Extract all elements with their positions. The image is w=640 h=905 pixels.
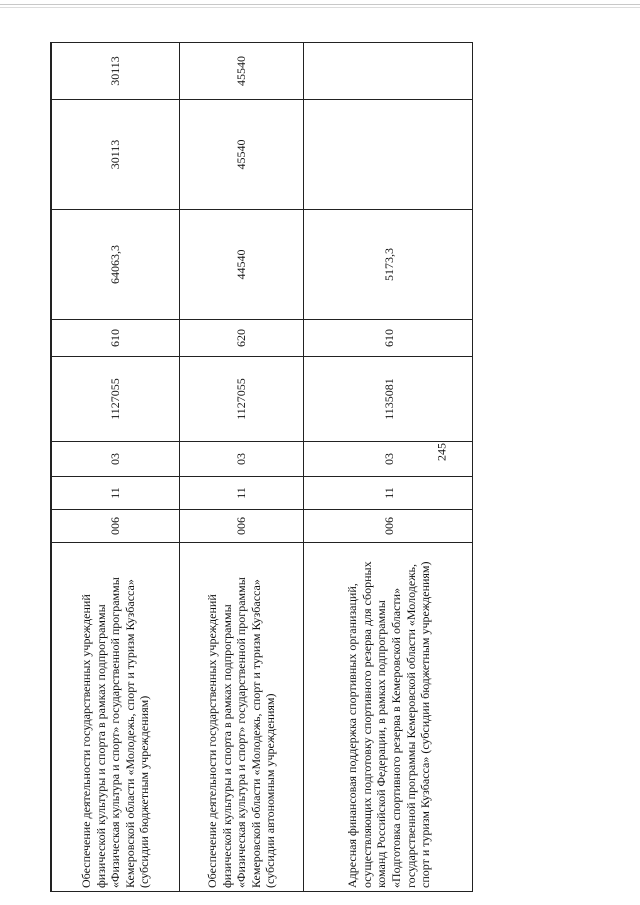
subsection-code: 03 bbox=[52, 442, 180, 477]
scan-edge-line bbox=[0, 7, 640, 8]
page-number: 245 bbox=[434, 443, 449, 461]
subsection-code: 03 bbox=[304, 442, 474, 477]
rotated-table-container bbox=[51, 43, 473, 892]
row-description: Обеспечение деятельности государственных учреждений физической культуры и спорта в рамках подпрограммы «Физическая культура и спорт» государственной программы Кемеровской области «Молодежь, спорт и туризм Кузбасса» (субсидии автономным учреждениям) bbox=[180, 543, 304, 893]
amount-cell: 5173,3 bbox=[304, 210, 474, 320]
amount-cell-3: 45540 bbox=[180, 43, 304, 100]
table-row bbox=[52, 43, 180, 893]
target-article-code: 1135081 bbox=[304, 357, 474, 442]
scan-edge-line bbox=[0, 4, 640, 5]
expense-type-code: 610 bbox=[52, 320, 180, 357]
row-description: Адресная финансовая поддержка спортивных организаций, осуществляющих подготовку спортивного резерва для сборных команд Российской Федерации, в рамках подпрограммы «Подготовка спортивного резерва в Кемеровской области» государственной программы Кемеровской области «Молодежь, спорт и туризм Кузбасса» (субсидии бюджетным учреждениям) bbox=[304, 543, 474, 893]
ministry-code: 006 bbox=[52, 510, 180, 543]
budget-table bbox=[51, 42, 473, 892]
ministry-code: 006 bbox=[180, 510, 304, 543]
ministry-code: 006 bbox=[304, 510, 474, 543]
table-row bbox=[304, 43, 474, 893]
amount-cell-2 bbox=[304, 100, 474, 210]
table-row bbox=[180, 43, 304, 893]
section-code: 11 bbox=[180, 477, 304, 510]
row-description: Обеспечение деятельности государственных учреждений физической культуры и спорта в рамках подпрограммы «Физическая культура и спорт» государственной программы Кемеровской области «Молодежь, спорт и туризм Кузбасса» (субсидии бюджетным учреждениям) bbox=[52, 543, 180, 893]
amount-cell-3 bbox=[304, 43, 474, 100]
budget-table-frame bbox=[50, 42, 473, 892]
amount-cell-2: 30113 bbox=[52, 100, 180, 210]
section-code: 11 bbox=[52, 477, 180, 510]
amount-cell-3: 30113 bbox=[52, 43, 180, 100]
amount-cell: 64063,3 bbox=[52, 210, 180, 320]
amount-cell-2: 45540 bbox=[180, 100, 304, 210]
subsection-code: 03 bbox=[180, 442, 304, 477]
expense-type-code: 620 bbox=[180, 320, 304, 357]
section-code: 11 bbox=[304, 477, 474, 510]
target-article-code: 1127055 bbox=[52, 357, 180, 442]
amount-cell: 44540 bbox=[180, 210, 304, 320]
target-article-code: 1127055 bbox=[180, 357, 304, 442]
expense-type-code: 610 bbox=[304, 320, 474, 357]
